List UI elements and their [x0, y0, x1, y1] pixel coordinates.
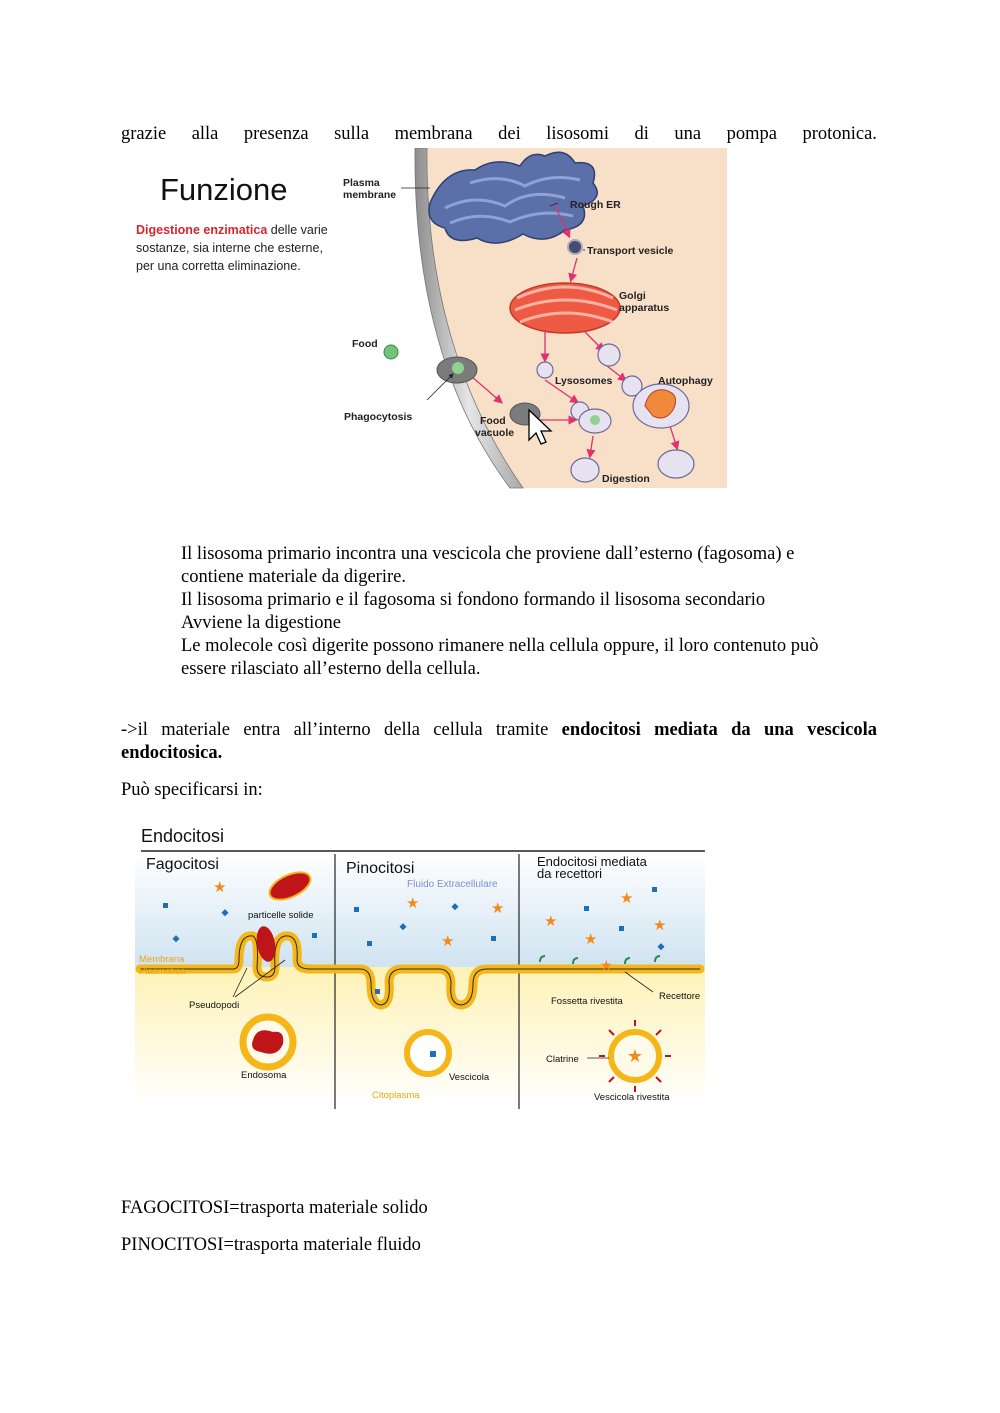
word: cellula [433, 720, 483, 740]
svg-text:★: ★ [441, 933, 455, 950]
desc-rest: delle varie [267, 223, 328, 237]
digestion-vesicle [658, 450, 694, 478]
svg-text:★: ★ [406, 895, 420, 912]
word: di [634, 124, 649, 144]
label-vescicola-rivestita: Vescicola rivestita [594, 1092, 670, 1103]
endocitosi-line2: endocitosica. [121, 743, 223, 763]
label-vescicola: Vescicola [449, 1072, 490, 1083]
desc-highlight: Digestione enzimatica [136, 223, 268, 237]
label-food: Food [352, 338, 378, 350]
label-phagocytosis: Phagocytosis [344, 411, 413, 423]
label-digestion: Digestion [602, 473, 650, 485]
definition-pinocitosi: PINOCITOSI=trasporta materiale fluido [121, 1235, 421, 1255]
figure-desc-line1 [136, 223, 328, 237]
figure-title: Funzione [160, 172, 288, 207]
autophagy-vesicle [633, 384, 689, 428]
label-clatrine: Clatrine [546, 1054, 579, 1065]
bold-word: mediata [654, 720, 718, 740]
step-line: Le molecole così digerite possono rimanere nella cellula oppure, il loro contenuto può [181, 636, 819, 656]
word: alla [191, 124, 219, 144]
food-in-vesicle [452, 362, 464, 374]
label-citoplasma: Citoplasma [372, 1090, 420, 1101]
label-plasmatica: Plasmatica [139, 966, 186, 977]
svg-text:★: ★ [626, 1046, 644, 1066]
word: protonica. [802, 124, 877, 144]
transport-vesicle [568, 240, 582, 254]
step-line: Avviene la digestione [181, 613, 341, 633]
svg-text:★: ★ [544, 913, 558, 930]
label-vacuole: vacuole [475, 427, 515, 439]
word: lisosomi [546, 124, 609, 144]
pinocytic-vesicle [407, 1032, 449, 1074]
fluid-molecule [430, 1051, 436, 1057]
col-endocitosi-recettori: Endocitosi mediata [537, 854, 647, 869]
label-fossetta: Fossetta rivestita [551, 996, 623, 1007]
definition-fagocitosi: FAGOCITOSI=trasporta materiale solido [121, 1198, 428, 1218]
label-membrane: membrane [343, 189, 397, 201]
label-food: Food [480, 415, 506, 427]
svg-text:★: ★ [584, 931, 598, 948]
word: una [674, 124, 702, 144]
label-transport-vesicle: Transport vesicle [587, 245, 674, 257]
word: dei [498, 124, 521, 144]
bold-word: vescicola [807, 720, 877, 740]
label-apparatus: apparatus [619, 302, 670, 314]
word: all’interno [293, 720, 371, 740]
label-particelle: particelle solide [248, 910, 314, 921]
bold-word: una [763, 720, 794, 740]
steps-block [181, 543, 901, 681]
endosome-content [252, 1030, 283, 1054]
col-pinocitosi: Pinocitosi [346, 860, 415, 877]
word: pompa [726, 124, 777, 144]
word: della [384, 720, 420, 740]
figure-desc-line2: sostanze, sia interne che esterne, [136, 241, 323, 255]
figure2-title: Endocitosi [141, 826, 225, 846]
word: entra [243, 720, 281, 740]
label-lysosomes: Lysosomes [555, 375, 613, 387]
word: materiale [161, 720, 231, 740]
intro-line [121, 123, 877, 146]
coated-vesicle [599, 1020, 671, 1092]
step-line: essere rilasciato all’esterno della cellula. [181, 659, 481, 679]
svg-text:★: ★ [653, 917, 667, 934]
step-line: contiene materiale da digerire. [181, 567, 406, 587]
step-line: Il lisosoma primario e il fagosoma si fondono formando il lisosoma secondario [181, 590, 766, 610]
label-membrana: Membrana [139, 954, 185, 965]
lysosome-function-figure [125, 148, 730, 490]
col-fagocitosi: Fagocitosi [146, 856, 219, 873]
label-autophagy: Autophagy [658, 375, 713, 387]
word: grazie [121, 124, 167, 144]
label-rough-er: Rough ER [570, 199, 621, 211]
word: presenza [243, 124, 309, 144]
label-fluido: Fluido Extracellulare [407, 879, 498, 890]
bold-word: da [731, 720, 751, 740]
endocitosi-line1 [121, 719, 877, 742]
bound-ligand: ★ [600, 957, 613, 973]
step-line: Il lisosoma primario incontra una vescicola che proviene dall’esterno (fagosoma) e [181, 544, 795, 564]
label-pseudopodi: Pseudopodi [189, 1000, 240, 1011]
svg-text:★: ★ [491, 900, 505, 917]
word: sulla [334, 124, 370, 144]
svg-text:★: ★ [213, 879, 227, 896]
word: ->il [121, 720, 148, 740]
label-endosoma: Endosoma [241, 1070, 287, 1081]
bold-word: endocitosi [561, 720, 641, 740]
digestion-vesicle [571, 458, 599, 482]
food-particle [384, 345, 398, 359]
word: tramite [495, 720, 549, 740]
specify-line: Può specificarsi in: [121, 780, 263, 800]
label-golgi: Golgi [619, 290, 646, 302]
svg-text:★: ★ [620, 890, 634, 907]
endocitosi-figure [135, 822, 710, 1114]
word: membrana [394, 124, 473, 144]
label-recettore: Recettore [659, 991, 701, 1002]
col-endocitosi-recettori: da recettori [537, 866, 603, 881]
label-plasma: Plasma [343, 177, 380, 189]
figure-desc-line3: per una corretta eliminazione. [136, 259, 301, 273]
golgi-apparatus [510, 283, 620, 333]
food-in-lysosome [590, 415, 600, 425]
extracellular-area [135, 852, 705, 967]
